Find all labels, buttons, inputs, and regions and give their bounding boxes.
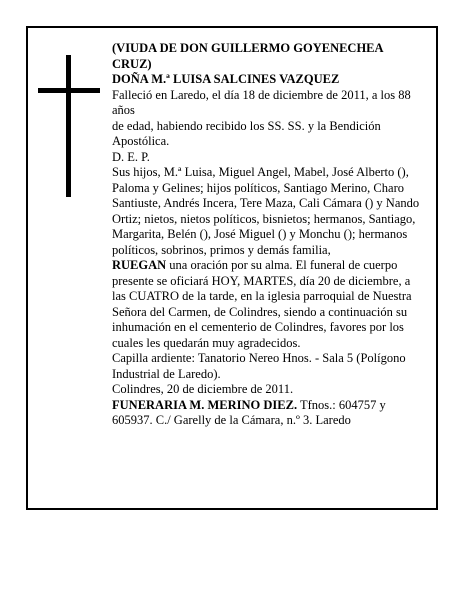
funeral-home-paragraph bbox=[112, 398, 424, 429]
cross-icon bbox=[38, 55, 100, 197]
place-date: Colindres, 20 de diciembre de 2011. bbox=[112, 382, 294, 396]
chapel-info: Capilla ardiente: Tanatorio Nereo Hnos. - Sala 5 (Polígono Industrial de Laredo). bbox=[112, 351, 406, 381]
rip-line: D. E. P. bbox=[112, 149, 150, 164]
obituary-text bbox=[112, 41, 424, 429]
cross-horizontal-bar bbox=[38, 88, 100, 93]
service-paragraph bbox=[112, 258, 424, 351]
ruegan-word: RUEGAN bbox=[112, 258, 167, 272]
cross-vertical-bar bbox=[66, 55, 71, 197]
widow-header: (VIUDA DE DON GUILLERMO GOYENECHEA CRUZ) bbox=[112, 41, 383, 71]
funeral-home-details: Tfnos.: 604757 y 605937. C./ Garelly de la Cámara, n.º 3. Laredo bbox=[112, 397, 386, 427]
death-announcement-line1: Falleció en Laredo, el día 18 de diciembre de 2011, a los 88 años bbox=[112, 87, 411, 117]
funeral-home-name: FUNERARIA M. MERINO DIEZ. bbox=[112, 397, 298, 412]
death-announcement-line2: de edad, habiendo recibido los SS. SS. y la Bendición Apostólica. bbox=[112, 118, 381, 148]
service-details: una oración por su alma. El funeral de cuerpo presente se oficiará HOY, MARTES, día 20 de diciembre, a las CUATRO de la tarde, en la iglesia parroquial de Nuestra Señora del Carmen, de Colindres, siendo a continuación su inhumación en el cementerio de Colindres, favores por los cuales les quedarán muy agradecidos. bbox=[112, 258, 412, 350]
family-list: Sus hijos, M.ª Luisa, Miguel Angel, Mabel, José Alberto (), Paloma y Gelines; hijos políticos, Santiago Merino, Charo Santiuste, Andrés Incera, Tere Maza, Cali Cámara () y Nando Ortiz; nietos, nietos políticos, bisnietos; hermanos, Santiago, Margarita, Belén (), José Miguel () y Monchu (); hermanos políticos, sobrinos, primos y demás familia, bbox=[112, 165, 420, 257]
deceased-name: DOÑA M.ª LUISA SALCINES VAZQUEZ bbox=[112, 72, 340, 86]
